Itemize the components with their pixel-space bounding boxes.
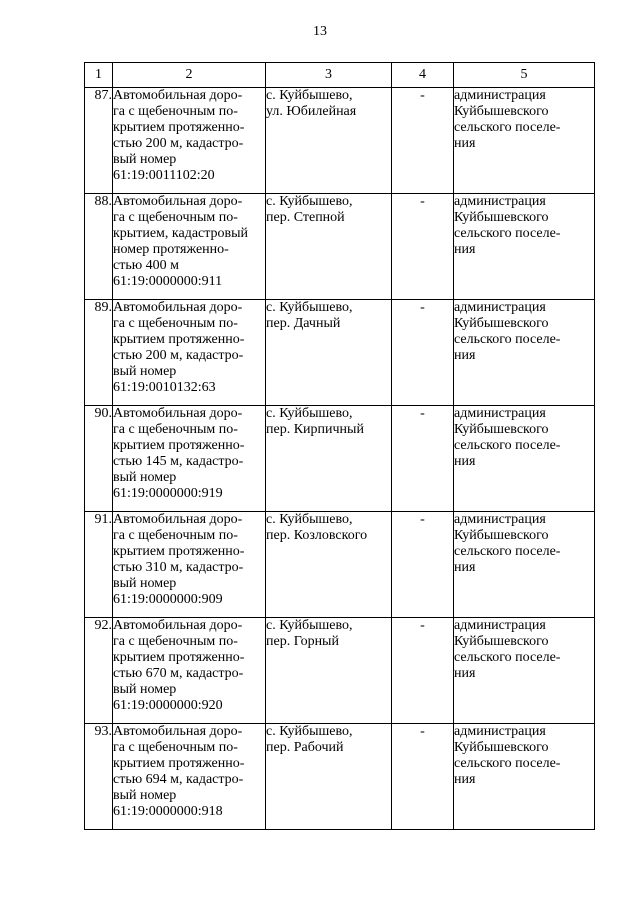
road-owner-line: сельского поселе- bbox=[454, 332, 561, 347]
road-owner-line: сельского поселе- bbox=[454, 756, 561, 771]
road-owner-line: сельского поселе- bbox=[454, 544, 561, 559]
road-description-line: га с щебеночным по- bbox=[113, 528, 238, 543]
column-4-value: - bbox=[392, 406, 454, 512]
road-description-line: Автомобильная доро- bbox=[113, 724, 243, 739]
road-description-line: крытием протяженно- bbox=[113, 120, 245, 135]
road-address-line: пер. Горный bbox=[266, 634, 339, 649]
road-owner bbox=[454, 618, 595, 724]
road-description-line: стью 200 м, кадастро- bbox=[113, 348, 244, 363]
road-address bbox=[266, 88, 392, 194]
road-description-line: Автомобильная доро- bbox=[113, 618, 243, 633]
road-description bbox=[113, 618, 266, 724]
road-description-line: Автомобильная доро- bbox=[113, 300, 243, 315]
road-address-line: пер. Кирпичный bbox=[266, 422, 364, 437]
road-description-line: Автомобильная доро- bbox=[113, 194, 243, 209]
road-owner-line: администрация bbox=[454, 512, 546, 527]
column-4-value: - bbox=[392, 300, 454, 406]
column-4-value: - bbox=[392, 724, 454, 830]
table-row bbox=[85, 724, 595, 830]
column-header-2: 2 bbox=[113, 63, 266, 88]
road-owner-line: администрация bbox=[454, 724, 546, 739]
road-description-line: крытием протяженно- bbox=[113, 756, 245, 771]
road-description-line: Автомобильная доро- bbox=[113, 512, 243, 527]
row-number: 87. bbox=[85, 88, 113, 194]
row-number: 93. bbox=[85, 724, 113, 830]
road-description-line: 61:19:0011102:20 bbox=[113, 168, 215, 183]
road-address-line: пер. Козловского bbox=[266, 528, 368, 543]
road-description-line: крытием, кадастровый bbox=[113, 226, 249, 241]
road-owner-line: ния bbox=[454, 242, 476, 257]
road-address bbox=[266, 300, 392, 406]
road-owner-line: Куйбышевского bbox=[454, 316, 549, 331]
table-row bbox=[85, 88, 595, 194]
road-description bbox=[113, 300, 266, 406]
road-owner-line: Куйбышевского bbox=[454, 528, 549, 543]
road-owner-line: ния bbox=[454, 348, 476, 363]
row-number: 88. bbox=[85, 194, 113, 300]
road-description-line: крытием протяженно- bbox=[113, 544, 245, 559]
road-owner-line: администрация bbox=[454, 406, 546, 421]
road-description-line: Автомобильная доро- bbox=[113, 406, 243, 421]
road-owner-line: администрация bbox=[454, 194, 546, 209]
road-address bbox=[266, 406, 392, 512]
road-owner-line: Куйбышевского bbox=[454, 740, 549, 755]
road-description-line: га с щебеночным по- bbox=[113, 634, 238, 649]
road-address bbox=[266, 618, 392, 724]
road-owner-line: ния bbox=[454, 454, 476, 469]
column-4-value: - bbox=[392, 88, 454, 194]
road-description-line: стью 400 м bbox=[113, 258, 180, 273]
column-header-5: 5 bbox=[454, 63, 595, 88]
table-row bbox=[85, 618, 595, 724]
road-owner-line: Куйбышевского bbox=[454, 422, 549, 437]
road-description bbox=[113, 512, 266, 618]
road-address-line: с. Куйбышево, bbox=[266, 194, 353, 209]
page-number: 13 bbox=[313, 24, 327, 39]
road-description-line: стью 670 м, кадастро- bbox=[113, 666, 244, 681]
road-owner-line: Куйбышевского bbox=[454, 210, 549, 225]
column-header-1: 1 bbox=[85, 63, 113, 88]
road-description bbox=[113, 88, 266, 194]
road-owner bbox=[454, 512, 595, 618]
column-header-3: 3 bbox=[266, 63, 392, 88]
road-description-line: га с щебеночным по- bbox=[113, 316, 238, 331]
road-owner-line: администрация bbox=[454, 88, 546, 103]
road-owner-line: ния bbox=[454, 560, 476, 575]
road-description-line: вый номер bbox=[113, 788, 177, 803]
road-description-line: Автомобильная доро- bbox=[113, 88, 243, 103]
row-number: 89. bbox=[85, 300, 113, 406]
table-row bbox=[85, 194, 595, 300]
road-description-line: вый номер bbox=[113, 152, 177, 167]
road-address-line: с. Куйбышево, bbox=[266, 300, 353, 315]
road-description-line: га с щебеночным по- bbox=[113, 104, 238, 119]
road-owner-line: Куйбышевского bbox=[454, 634, 549, 649]
road-description-line: га с щебеночным по- bbox=[113, 210, 238, 225]
road-description-line: номер протяженно- bbox=[113, 242, 229, 257]
road-registry-table bbox=[84, 62, 595, 830]
road-description-line: 61:19:0010132:63 bbox=[113, 380, 216, 395]
road-description bbox=[113, 194, 266, 300]
column-header-4: 4 bbox=[392, 63, 454, 88]
road-address-line: с. Куйбышево, bbox=[266, 88, 353, 103]
column-4-value: - bbox=[392, 194, 454, 300]
road-description-line: 61:19:0000000:911 bbox=[113, 274, 223, 289]
row-number: 90. bbox=[85, 406, 113, 512]
road-owner bbox=[454, 300, 595, 406]
road-address-line: с. Куйбышево, bbox=[266, 406, 353, 421]
road-owner-line: администрация bbox=[454, 300, 546, 315]
road-owner-line: сельского поселе- bbox=[454, 120, 561, 135]
road-description bbox=[113, 406, 266, 512]
table-row bbox=[85, 512, 595, 618]
road-address bbox=[266, 512, 392, 618]
road-address-line: ул. Юбилейная bbox=[266, 104, 357, 119]
road-address-line: пер. Рабочий bbox=[266, 740, 344, 755]
road-description-line: га с щебеночным по- bbox=[113, 422, 238, 437]
road-description-line: 61:19:0000000:918 bbox=[113, 804, 223, 819]
road-owner-line: ния bbox=[454, 666, 476, 681]
road-address-line: пер. Степной bbox=[266, 210, 345, 225]
row-number: 92. bbox=[85, 618, 113, 724]
road-description-line: стью 200 м, кадастро- bbox=[113, 136, 244, 151]
road-description-line: крытием протяженно- bbox=[113, 438, 245, 453]
road-description bbox=[113, 724, 266, 830]
column-4-value: - bbox=[392, 618, 454, 724]
road-address-line: с. Куйбышево, bbox=[266, 512, 353, 527]
table-header-row bbox=[85, 63, 595, 88]
road-address bbox=[266, 194, 392, 300]
road-owner-line: сельского поселе- bbox=[454, 650, 561, 665]
road-owner-line: сельского поселе- bbox=[454, 438, 561, 453]
table-row bbox=[85, 406, 595, 512]
table-row bbox=[85, 300, 595, 406]
road-address-line: с. Куйбышево, bbox=[266, 724, 353, 739]
road-owner-line: администрация bbox=[454, 618, 546, 633]
road-description-line: крытием протяженно- bbox=[113, 650, 245, 665]
road-description-line: стью 694 м, кадастро- bbox=[113, 772, 244, 787]
road-description-line: крытием протяженно- bbox=[113, 332, 245, 347]
road-description-line: вый номер bbox=[113, 364, 177, 379]
road-description-line: стью 310 м, кадастро- bbox=[113, 560, 244, 575]
road-description-line: вый номер bbox=[113, 470, 177, 485]
road-owner bbox=[454, 88, 595, 194]
road-description-line: вый номер bbox=[113, 576, 177, 591]
row-number: 91. bbox=[85, 512, 113, 618]
road-owner-line: ния bbox=[454, 136, 476, 151]
road-owner-line: сельского поселе- bbox=[454, 226, 561, 241]
road-owner bbox=[454, 194, 595, 300]
road-description-line: 61:19:0000000:909 bbox=[113, 592, 223, 607]
road-owner bbox=[454, 406, 595, 512]
road-description-line: вый номер bbox=[113, 682, 177, 697]
road-owner-line: Куйбышевского bbox=[454, 104, 549, 119]
column-4-value: - bbox=[392, 512, 454, 618]
road-owner bbox=[454, 724, 595, 830]
road-description-line: стью 145 м, кадастро- bbox=[113, 454, 244, 469]
road-description-line: 61:19:0000000:920 bbox=[113, 698, 223, 713]
road-address bbox=[266, 724, 392, 830]
road-address-line: с. Куйбышево, bbox=[266, 618, 353, 633]
road-address-line: пер. Дачный bbox=[266, 316, 341, 331]
road-owner-line: ния bbox=[454, 772, 476, 787]
road-description-line: 61:19:0000000:919 bbox=[113, 486, 223, 501]
road-description-line: га с щебеночным по- bbox=[113, 740, 238, 755]
